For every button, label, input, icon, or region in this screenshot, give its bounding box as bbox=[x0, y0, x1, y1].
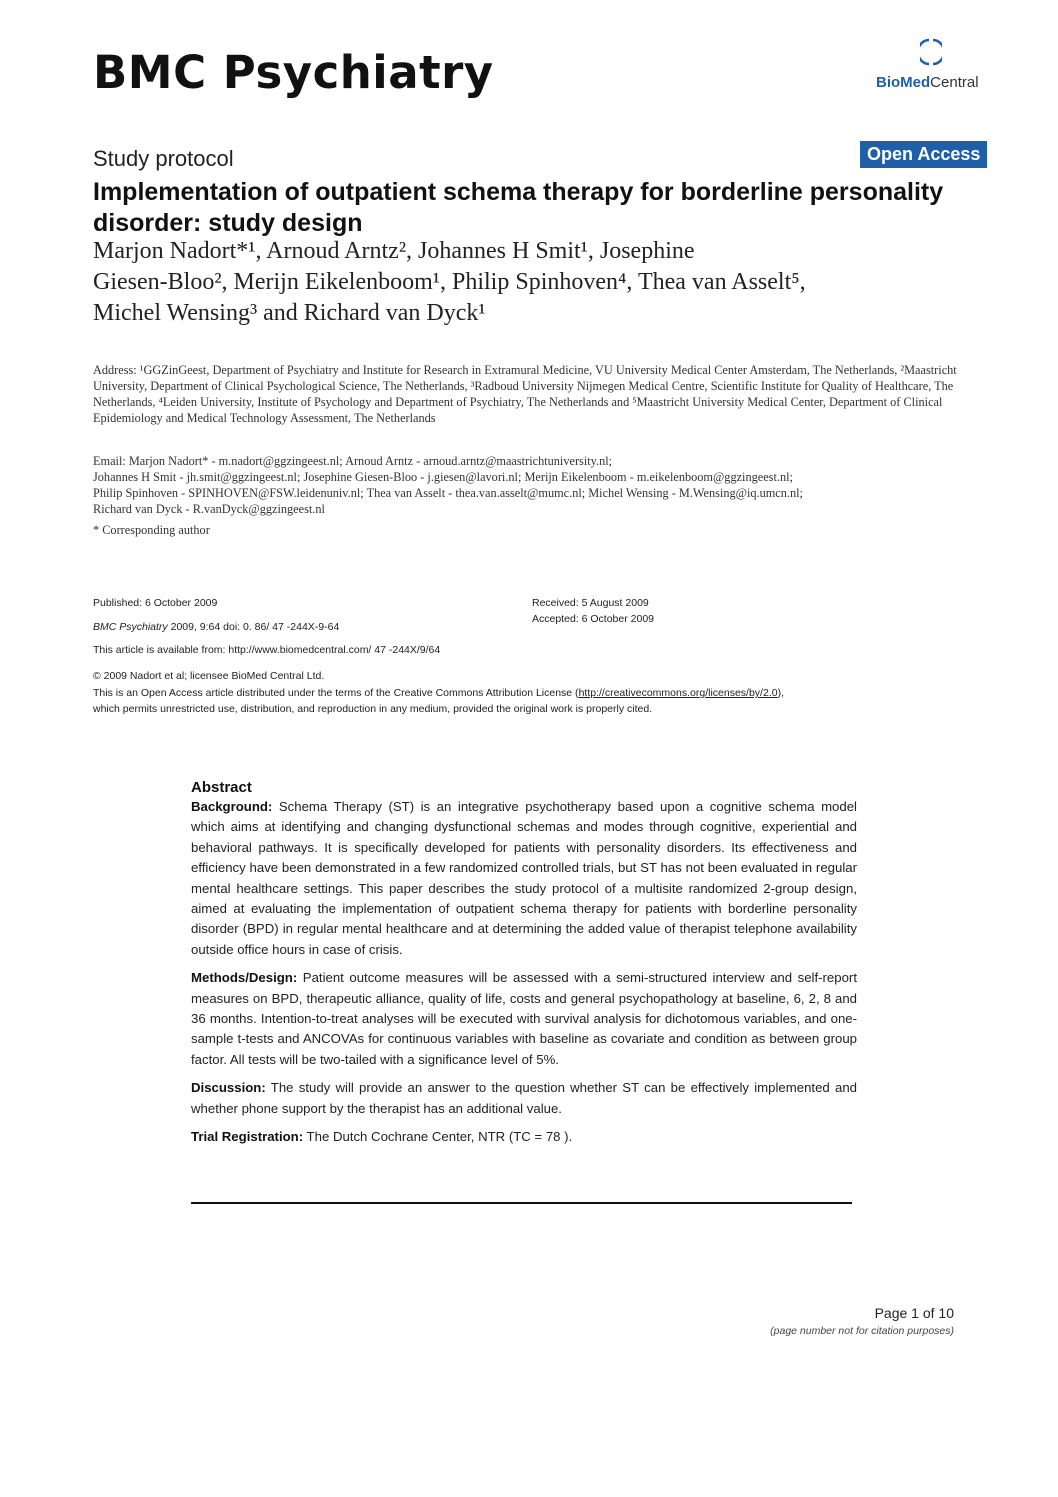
biomed-central-logo bbox=[872, 38, 992, 100]
accepted-date: Accepted: 6 October 2009 bbox=[532, 613, 654, 625]
abstract-background bbox=[191, 797, 857, 960]
logo-central-text: Central bbox=[930, 74, 979, 91]
trial-label: Trial Registration: bbox=[191, 1129, 304, 1145]
author-line: Michel Wensing³ and Richard van Dyck¹ bbox=[93, 300, 486, 326]
author-line: Marjon Nadort*¹, Arnoud Arntz², Johannes H Smit¹, Josephine bbox=[93, 238, 695, 264]
email-line: Richard van Dyck - R.vanDyck@ggzingeest.nl bbox=[93, 502, 325, 516]
article-title: Implementation of outpatient schema therapy for borderline personality disorder: study design bbox=[93, 178, 944, 237]
article-type: Study protocol bbox=[93, 146, 234, 171]
email-list bbox=[93, 453, 963, 517]
citation-journal: BMC Psychiatry bbox=[93, 621, 168, 633]
background-text: Schema Therapy (ST) is an integrative psychotherapy based upon a cognitive schema model which aims at identifying and changing dysfunctional schemas and modes through cognitive, experiential and behavioral pathways. It is specifically developed for patients with personality disorders. Its effectiveness and efficiency have been demonstrated in a few randomized controlled trials, but ST has not been evaluated in regular mental healthcare settings. This paper describes the study protocol of a multisite randomized 2-group design, aimed at evaluating the implementation of outpatient schema therapy for patients with borderline personality disorder (BPD) in regular mental healthcare and at determining the added value of therapist telephone availability outside office hours in case of crisis. bbox=[191, 799, 857, 957]
author-line: Giesen-Bloo², Merijn Eikelenboom¹, Philip Spinhoven⁴, Thea van Asselt⁵, bbox=[93, 269, 806, 295]
open-access-badge: Open Access bbox=[860, 141, 987, 168]
license-line: which permits unrestricted use, distribution, and reproduction in any medium, provided the original work is properly cited. bbox=[93, 703, 653, 715]
journal-title: BMC Psychiatry bbox=[93, 46, 494, 99]
license-link[interactable]: http://creativecommons.org/licenses/by/2.0 bbox=[578, 687, 778, 699]
license-text-end: ), bbox=[777, 687, 784, 699]
received-date: Received: 5 August 2009 bbox=[532, 597, 649, 609]
page-number: Page 1 of 10 bbox=[874, 1305, 954, 1321]
affiliation-address: Address: ¹GGZinGeest, Department of Psychiatry and Institute for Research in Extramural Medicine, VU University Medical Center Amsterdam, The Netherlands, ²Maastricht University, Department of Clinical Psychological Science, The Netherlands, ³Radboud University Nijmegen Medical Centre, Scientific Institute for Quality of Healthcare, The Netherlands, ⁴Leiden University, Institute of Psychology and Department of Psychiatry, The Netherlands and ⁵Maastricht University Medical Center, Department of Clinical Epidemiology and Medical Technology Assessment, The Netherlands bbox=[93, 363, 957, 425]
abstract-heading: Abstract bbox=[191, 779, 252, 796]
license-line bbox=[93, 687, 784, 699]
page-number-note: (page number not for citation purposes) bbox=[770, 1325, 954, 1337]
methods-text: Patient outcome measures will be assessed with a semi-structured interview and self-report measures on BPD, therapeutic alliance, quality of life, costs and general psychopathology at baseline, 6, 2, 8 and 36 months. Intention-to-treat analyses will be executed with survival analysis for dichotomous variables, and one-sample t-tests and ANCOVAs for continuous variables with baseline as covariate and condition as between group factor. All tests will be two-tailed with a significance level of 5%. bbox=[191, 970, 857, 1067]
citation bbox=[93, 621, 339, 633]
email-line: Johannes H Smit - jh.smit@ggzingeest.nl; Josephine Giesen-Bloo - j.giesen@lavori.nl; Merijn Eikelenboom - m.eikelenboom@ggzingeest.nl; bbox=[93, 470, 793, 484]
email-line: Philip Spinhoven - SPINHOVEN@FSW.leidenuniv.nl; Thea van Asselt - thea.van.asselt@mumc.nl; Michel Wensing - M.Wensing@iq.umcn.nl; bbox=[93, 486, 803, 500]
corresponding-author-note: * Corresponding author bbox=[93, 523, 210, 537]
author-list bbox=[93, 236, 993, 329]
biomed-circle-icon bbox=[920, 38, 942, 66]
abstract-trial-registration bbox=[191, 1127, 857, 1147]
background-label: Background: bbox=[191, 799, 273, 814]
discussion-text: The study will provide an answer to the question whether ST can be effectively implemented and whether phone support by the therapist has an additional value. bbox=[191, 1080, 857, 1116]
email-line: Email: Marjon Nadort* - m.nadort@ggzingeest.nl; Arnoud Arntz - arnoud.arntz@maastrichtuniversity.nl; bbox=[93, 454, 613, 468]
citation-details: 2009, 9:64 doi: 0. 86/ 47 -244X-9-64 bbox=[167, 621, 340, 633]
abstract-divider bbox=[191, 1202, 852, 1204]
published-date: Published: 6 October 2009 bbox=[93, 597, 218, 609]
logo-bio-text: BioMed bbox=[876, 74, 931, 91]
discussion-label: Discussion: bbox=[191, 1080, 266, 1096]
license-text: This is an Open Access article distributed under the terms of the Creative Commons Attribution License ( bbox=[93, 687, 579, 699]
abstract-methods bbox=[191, 968, 857, 1070]
trial-text: The Dutch Cochrane Center, NTR (TC = 78 ). bbox=[303, 1129, 573, 1145]
copyright: © 2009 Nadort et al; licensee BioMed Central Ltd. bbox=[93, 670, 325, 682]
abstract-section bbox=[191, 778, 857, 1156]
abstract-discussion bbox=[191, 1078, 857, 1119]
methods-label: Methods/Design: bbox=[191, 970, 298, 986]
article-url[interactable]: This article is available from: http://www.biomedcentral.com/ 47 -244X/9/64 bbox=[93, 644, 441, 656]
